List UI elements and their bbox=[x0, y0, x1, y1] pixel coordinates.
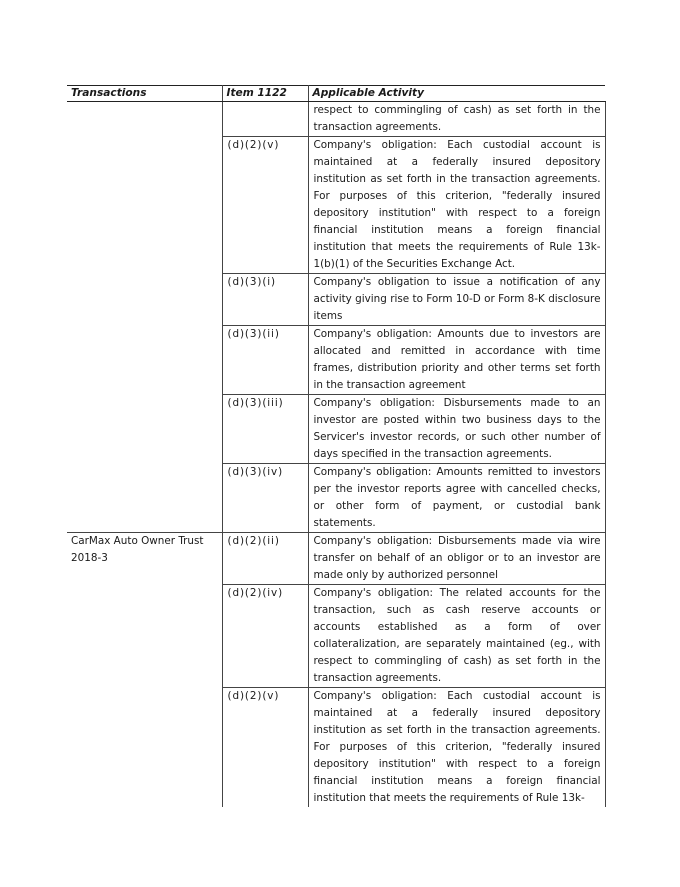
activity-cell: Company's obligation: Amounts remitted to investors per the investor reports agree with cancelled checks, or other form of payment, or custodial bank statements. bbox=[308, 464, 605, 533]
transactions-table bbox=[67, 85, 606, 807]
activity-cell: respect to commingling of cash) as set forth in the transaction agreements. bbox=[308, 102, 605, 137]
item-cell: (d)(2)(ii) bbox=[222, 533, 308, 585]
item-cell: (d)(3)(i) bbox=[222, 274, 308, 326]
table-row bbox=[67, 102, 605, 137]
item-cell: (d)(3)(iv) bbox=[222, 464, 308, 533]
activity-cell: Company's obligation to issue a notification of any activity giving rise to Form 10-D or Form 8-K disclosure items bbox=[308, 274, 605, 326]
item-cell: (d)(3)(ii) bbox=[222, 326, 308, 395]
activity-cell: Company's obligation: Disbursements made to an investor are posted within two business days to the Servicer's investor records, or such other number of days specified in the transaction agreements. bbox=[308, 395, 605, 464]
item-cell: (d)(3)(iii) bbox=[222, 395, 308, 464]
transaction-cell: CarMax Auto Owner Trust 2018-3 bbox=[67, 533, 222, 808]
item-cell: (d)(2)(v) bbox=[222, 137, 308, 274]
header-transactions: Transactions bbox=[67, 85, 222, 102]
activity-cell: Company's obligation: Amounts due to investors are allocated and remitted in accordance with time frames, distribution priority and other terms set forth in the transaction agreement bbox=[308, 326, 605, 395]
header-activity: Applicable Activity bbox=[308, 85, 605, 102]
activity-cell: Company's obligation: Disbursements made via wire transfer on behalf of an obligor or to an investor are made only by authorized personnel bbox=[308, 533, 605, 585]
activity-cell: Company's obligation: Each custodial account is maintained at a federally insured depository institution as set forth in the transaction agreements. For purposes of this criterion, "federally insured depository institution" with respect to a foreign financial institution means a foreign financial institution that meets the requirements of Rule 13k- bbox=[308, 688, 605, 808]
header-item: Item 1122 bbox=[222, 85, 308, 102]
activity-cell: Company's obligation: Each custodial account is maintained at a federally insured depository institution as set forth in the transaction agreements. For purposes of this criterion, "federally insured depository institution" with respect to a foreign financial institution means a foreign financial institution that meets the requirements of Rule 13k-1(b)(1) of the Securities Exchange Act. bbox=[308, 137, 605, 274]
item-cell bbox=[222, 102, 308, 137]
table-row bbox=[67, 533, 605, 585]
item-cell: (d)(2)(v) bbox=[222, 688, 308, 808]
activity-cell: Company's obligation: The related accounts for the transaction, such as cash reserve accounts or accounts established as a form of over collateralization, are separately maintained (eg., with respect to commingling of cash) as set forth in the transaction agreements. bbox=[308, 585, 605, 688]
table-header-row bbox=[67, 85, 605, 102]
item-cell: (d)(2)(iv) bbox=[222, 585, 308, 688]
transaction-cell bbox=[67, 102, 222, 533]
